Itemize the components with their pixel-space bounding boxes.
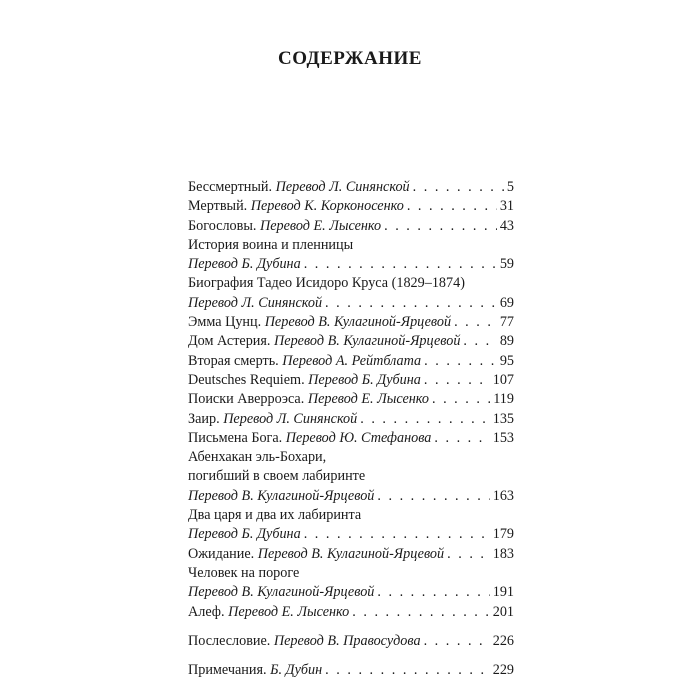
toc-entry-title: Ожидание. [188, 545, 258, 562]
toc-entry-label [188, 429, 431, 448]
toc-entry-translator: Перевод А. Рейтблата [282, 352, 422, 369]
dot-leader [407, 197, 497, 216]
toc-entry-translator: Перевод В. Кулагиной-Ярцевой [274, 333, 461, 350]
toc-entry-label [188, 390, 429, 409]
toc-entry-label [188, 332, 460, 351]
toc-entry-translator: Перевод Л. Синянской [223, 410, 358, 427]
toc-entry-row [188, 390, 514, 409]
toc-entry-row [188, 583, 514, 602]
toc-entry-title: Послесловие. [188, 632, 274, 649]
toc-entry-page-number: 229 [492, 662, 514, 679]
toc-entry-translator: Перевод К. Корконосенко [250, 198, 404, 215]
toc-entry-row [188, 352, 514, 371]
toc-entry [188, 603, 514, 622]
toc-entry-translator: Перевод Б. Дубина [308, 371, 421, 388]
toc-entry-title-line: История воина и пленницы [188, 236, 354, 253]
toc-entry [188, 274, 514, 313]
toc-entry-row [188, 661, 514, 680]
dot-leader [447, 545, 490, 564]
toc-entry-label [188, 583, 374, 602]
toc-entry-translator: Перевод Е. Лысенко [228, 603, 350, 620]
toc-entry-row [188, 371, 514, 390]
toc-entry-row [188, 410, 514, 429]
toc-entry-page-number: 179 [492, 526, 514, 543]
toc-entry-title-line: Биография Тадео Исидоро Круса (1829–1874) [188, 275, 465, 292]
dot-leader [304, 255, 497, 274]
dot-leader [384, 217, 497, 236]
table-of-contents [188, 178, 514, 680]
toc-entry-row [188, 603, 514, 622]
dot-leader [413, 178, 504, 197]
toc-entry [188, 448, 514, 506]
dot-leader [325, 294, 497, 313]
toc-entry-page-number: 77 [499, 314, 514, 331]
toc-entry-page-number: 43 [499, 217, 514, 234]
toc-entry-title: Заир. [188, 410, 224, 427]
toc-entry-title: Дом Астерия. [188, 333, 275, 350]
toc-entry-label [188, 371, 421, 390]
toc-entry-title: Поиски Аверроэса. [188, 391, 308, 408]
dot-leader [325, 661, 490, 680]
toc-entry-page-number: 163 [492, 487, 514, 504]
toc-entry-row [188, 525, 514, 544]
toc-entry-title-line: Два царя и два их лабиринта [188, 507, 362, 524]
toc-entry-row [188, 332, 514, 351]
toc-entry-title: Алеф. [188, 603, 229, 620]
toc-entry-label [188, 313, 451, 332]
section-gap [188, 622, 514, 632]
toc-entry [188, 632, 514, 651]
toc-entry-row [188, 429, 514, 448]
toc-entry-label [188, 352, 421, 371]
dot-leader [424, 352, 497, 371]
toc-entry-translator: Перевод Б. Дубина [188, 526, 301, 543]
toc-entry-row [188, 197, 514, 216]
toc-entry-translator: Перевод В. Правосудова [273, 632, 421, 649]
toc-entry-page-number: 69 [499, 294, 514, 311]
toc-entry-page-number: 89 [499, 333, 514, 350]
toc-entry-translator: Перевод В. Кулагиной-Ярцевой [188, 487, 375, 504]
dot-leader [463, 332, 496, 351]
toc-entry-title: Примечания. [188, 662, 271, 679]
toc-entry-row [188, 294, 514, 313]
toc-entry-label [188, 255, 301, 274]
toc-entry-translator: Перевод Б. Дубина [188, 256, 301, 273]
toc-entry-page-number: 191 [492, 584, 514, 601]
toc-entry-label [188, 525, 301, 544]
dot-leader [454, 313, 497, 332]
toc-entry-label [188, 487, 374, 506]
dot-leader [352, 603, 489, 622]
page-title: СОДЕРЖАНИЕ [278, 48, 422, 69]
toc-entry-page-number: 119 [493, 391, 514, 408]
toc-entry-title: Вторая смерть. [188, 352, 283, 369]
toc-entry-title-line: Человек на пороге [188, 564, 300, 581]
toc-entry-title-line: Абенхакан эль-Бохари, [188, 449, 327, 466]
toc-entry [188, 313, 514, 332]
toc-entry-page-number: 183 [492, 545, 514, 562]
toc-entry-translator: Перевод В. Кулагиной-Ярцевой [264, 314, 452, 331]
dot-leader [432, 390, 490, 409]
toc-entry-label [188, 603, 349, 622]
toc-entry-translator: Перевод В. Кулагиной-Ярцевой [188, 584, 375, 601]
toc-entry-row [188, 255, 514, 274]
toc-entry-page-number: 59 [499, 256, 514, 273]
toc-entry-translator: Перевод Е. Лысенко [307, 391, 429, 408]
toc-entry [188, 178, 514, 197]
toc-entry-title: Мертвый. [188, 198, 251, 215]
toc-entry-page-number: 226 [492, 632, 514, 649]
toc-entry [188, 390, 514, 409]
toc-entry [188, 352, 514, 371]
toc-entry-row [188, 632, 514, 651]
toc-entry-label [188, 410, 357, 429]
toc-entry-title: Эмма Цунц. [188, 314, 265, 331]
section-gap [188, 651, 514, 661]
toc-entry-title: Бессмертный. [188, 179, 276, 195]
toc-entry-title-line: погибший в своем лабиринте [188, 468, 366, 485]
toc-entry [188, 236, 514, 275]
toc-entry [188, 429, 514, 448]
dot-leader [360, 410, 489, 429]
toc-entry-page-number: 153 [492, 429, 514, 446]
toc-entry-page-number: 5 [506, 179, 514, 195]
toc-entry-label [188, 661, 322, 680]
toc-entry-page-number: 107 [492, 371, 514, 388]
toc-entry-label [188, 545, 444, 564]
toc-entry-page-number: 201 [492, 603, 514, 620]
toc-entry [188, 661, 514, 680]
toc-entry-translator: Перевод Л. Синянской [188, 294, 323, 311]
dot-leader [377, 583, 489, 602]
toc-entry-translator: Перевод Л. Синянской [275, 179, 410, 195]
toc-entry-label [188, 632, 421, 651]
toc-entry-row [188, 217, 514, 236]
toc-entry [188, 371, 514, 390]
toc-entry-label [188, 217, 381, 236]
toc-entry-title: Deutsches Requiem. [188, 371, 309, 388]
toc-entry-translator: Перевод Ю. Стефанова [285, 429, 432, 446]
toc-entry-translator: Перевод Е. Лысенко [259, 217, 382, 234]
toc-entry-translator: Б. Дубин [270, 662, 323, 679]
toc-entry-page-number: 135 [492, 410, 514, 427]
toc-entry [188, 506, 514, 545]
toc-entry-title: Богословы. [188, 217, 260, 234]
toc-entry [188, 197, 514, 216]
toc-entry-title: Письмена Бога. [188, 429, 286, 446]
dot-leader [424, 371, 490, 390]
toc-entry [188, 332, 514, 351]
toc-entry-row [188, 178, 514, 197]
dot-leader [424, 632, 490, 651]
toc-entry [188, 217, 514, 236]
toc-entry-row [188, 487, 514, 506]
dot-leader [304, 525, 490, 544]
toc-entry-label [188, 294, 322, 313]
toc-entry-page-number: 95 [499, 352, 514, 369]
toc-entry-translator: Перевод В. Кулагиной-Ярцевой [257, 545, 445, 562]
toc-entry [188, 545, 514, 564]
toc-entry-row [188, 545, 514, 564]
toc-entry [188, 410, 514, 429]
toc-entry [188, 564, 514, 603]
toc-entry-row [188, 313, 514, 332]
toc-entry-page-number: 31 [499, 198, 514, 215]
toc-entry-label [188, 197, 404, 216]
toc-entry-label [188, 178, 410, 197]
dot-leader [377, 487, 489, 506]
dot-leader [434, 429, 489, 448]
